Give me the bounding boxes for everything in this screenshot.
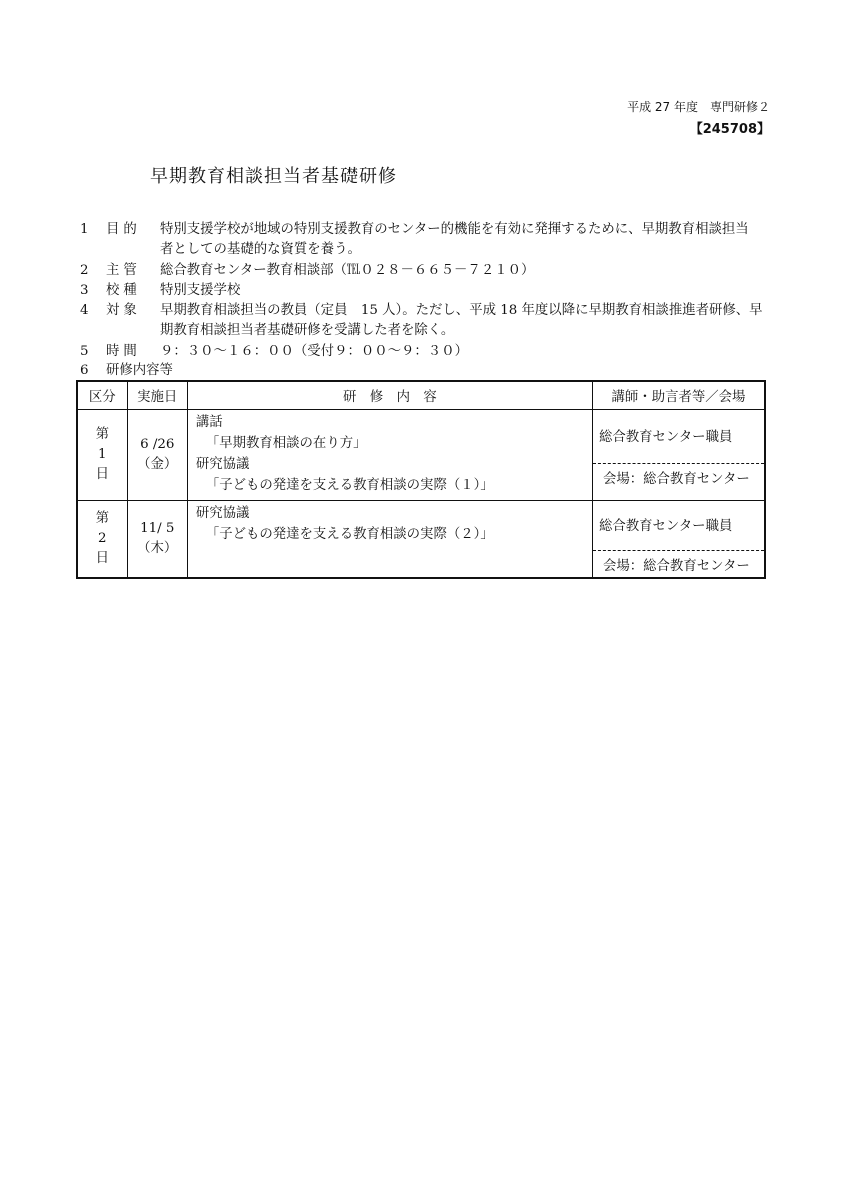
header-instructor: 講師・助言者等／会場 xyxy=(592,381,765,410)
day-label xyxy=(77,501,127,579)
venue: 会場：総合教育センター xyxy=(602,472,750,487)
table-row xyxy=(77,410,765,501)
item-number: 4 xyxy=(80,303,89,318)
item-number: 5 xyxy=(80,344,89,359)
date-value: 6 /26 xyxy=(140,437,175,452)
date-cell xyxy=(127,410,187,501)
day-char: 第 xyxy=(95,511,110,526)
item-number: 6 xyxy=(80,363,89,378)
item-label: 時間 xyxy=(106,344,141,359)
fiscal-year-label: 平成 27 年度 専門研修２ xyxy=(627,100,770,114)
content-line: 「子どもの発達を支える教育相談の実際（１）」 xyxy=(205,478,494,493)
item-text-continued: 者としての基礎的な資質を養う。 xyxy=(160,242,361,257)
item-number: 3 xyxy=(80,283,89,298)
item-text: 研修内容等 xyxy=(106,363,173,378)
item-label: 対象 xyxy=(106,303,141,318)
day-char: 第 xyxy=(95,427,110,442)
instructor-name: 総合教育センター職員 xyxy=(593,501,764,551)
schedule-table xyxy=(76,380,766,579)
weekday: （木） xyxy=(137,541,178,556)
instructor-cell xyxy=(592,501,765,579)
content-cell xyxy=(187,410,592,501)
document-title: 早期教育相談担当者基礎研修 xyxy=(150,166,397,187)
date-value: 11/ 5 xyxy=(140,521,175,536)
day-char: 日 xyxy=(95,467,110,482)
content-line: 研究協議 xyxy=(195,457,250,472)
header-date: 実施日 xyxy=(127,381,187,410)
weekday: （金） xyxy=(137,457,178,472)
item-label: 主管 xyxy=(106,263,141,278)
item-text: ９：３０～１６：００（受付９：００～９：３０） xyxy=(160,344,468,359)
content-line: 「子どもの発達を支える教育相談の実際（２）」 xyxy=(205,527,494,542)
content-cell xyxy=(187,501,592,579)
item-number: 1 xyxy=(80,222,89,237)
date-cell xyxy=(127,501,187,579)
item-text: 総合教育センター教育相談部（℡０２８－６６５－７２１０） xyxy=(160,263,535,278)
instructor-name: 総合教育センター職員 xyxy=(593,410,764,464)
item-text: 早期教育相談担当の教員（定員 15 人）。ただし、平成 18 年度以降に早期教育相談推進者研修、早 xyxy=(160,303,763,318)
day-char: 1 xyxy=(98,447,107,462)
day-label xyxy=(77,410,127,501)
header-division: 区分 xyxy=(77,381,127,410)
content-line: 研究協議 xyxy=(195,506,250,521)
course-code: 【245708】 xyxy=(689,122,770,137)
item-text: 特別支援学校 xyxy=(160,283,241,298)
day-char: 2 xyxy=(98,531,107,546)
item-number: 2 xyxy=(80,263,89,278)
item-text-continued: 期教育相談担当者基礎研修を受講した者を除く。 xyxy=(160,323,455,338)
table-row xyxy=(77,501,765,579)
instructor-cell xyxy=(592,410,765,501)
content-line: 「早期教育相談の在り方」 xyxy=(205,436,367,451)
table-header-row xyxy=(77,381,765,410)
header-content: 研 修 内 容 xyxy=(187,381,592,410)
venue: 会場：総合教育センター xyxy=(602,559,750,574)
day-char: 日 xyxy=(95,551,110,566)
content-line: 講話 xyxy=(195,415,223,430)
item-label: 目的 xyxy=(106,222,141,237)
item-text: 特別支援学校が地域の特別支援教育のセンター的機能を有効に発揮するために、早期教育相談担当 xyxy=(160,222,749,237)
item-label: 校種 xyxy=(106,283,141,298)
